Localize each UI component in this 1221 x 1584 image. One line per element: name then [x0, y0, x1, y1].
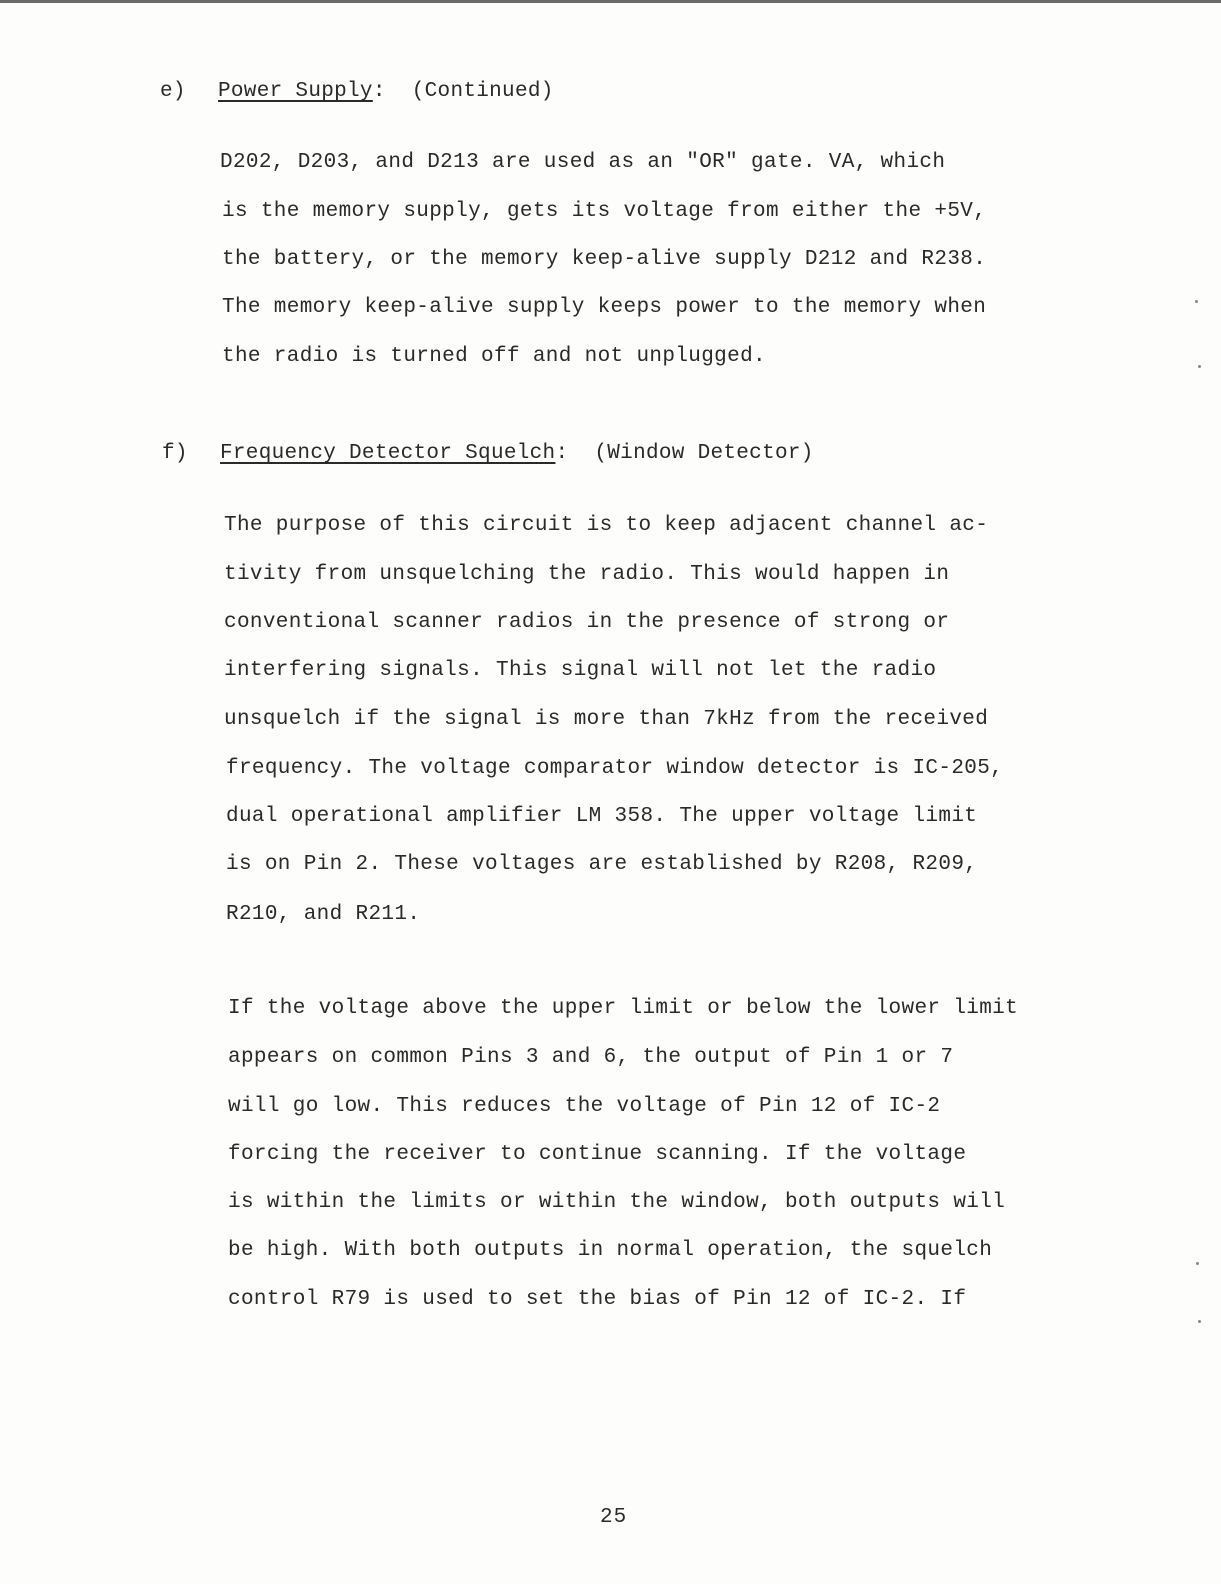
top-scan-edge	[0, 0, 1221, 3]
section-title: Power Supply	[218, 80, 373, 103]
paragraph-line: forcing the receiver to continue scanning. If the voltage	[228, 1143, 967, 1166]
section-letter: e)	[160, 80, 186, 103]
paragraph-line: D202, D203, and D213 are used as an "OR" gate. VA, which	[220, 151, 946, 174]
scan-speck	[1195, 300, 1198, 303]
paragraph-line: appears on common Pins 3 and 6, the output of Pin 1 or 7	[228, 1046, 954, 1069]
section-subtitle: (Continued)	[411, 80, 554, 103]
paragraph-line: the battery, or the memory keep-alive supply D212 and R238.	[222, 248, 987, 271]
section-heading-frequency-detector-squelch	[162, 442, 814, 465]
section-title: Frequency Detector Squelch	[220, 442, 556, 465]
paragraph-line: If the voltage above the upper limit or below the lower limit	[228, 997, 1019, 1020]
paragraph-line: tivity from unsquelching the radio. This would happen in	[224, 563, 950, 586]
paragraph-line: dual operational amplifier LM 358. The upper voltage limit	[226, 805, 978, 828]
paragraph-line: R210, and R211.	[226, 903, 421, 926]
paragraph-line: be high. With both outputs in normal operation, the squelch	[228, 1239, 993, 1262]
paragraph-line: interfering signals. This signal will not let the radio	[224, 659, 937, 682]
section-heading-power-supply	[160, 80, 554, 103]
paragraph-line: is within the limits or within the window, both outputs will	[228, 1191, 1006, 1214]
paragraph-line: is on Pin 2. These voltages are established by R208, R209,	[226, 853, 978, 876]
scan-speck	[1196, 1262, 1199, 1265]
section-colon: :	[555, 442, 569, 465]
paragraph-line: the radio is turned off and not unplugged.	[222, 345, 766, 368]
paragraph-line: frequency. The voltage comparator window detector is IC-205,	[226, 757, 1004, 780]
section-colon: :	[372, 80, 386, 103]
section-subtitle: (Window Detector)	[594, 442, 814, 465]
section-letter: f)	[162, 442, 188, 465]
paragraph-line: The memory keep-alive supply keeps power to the memory when	[222, 296, 987, 319]
scan-speck	[1198, 1320, 1201, 1323]
page-number: 25	[600, 1506, 628, 1529]
paragraph-line: control R79 is used to set the bias of Pin 12 of IC-2. If	[228, 1288, 967, 1311]
paragraph-line: unsquelch if the signal is more than 7kHz from the received	[224, 708, 989, 731]
paragraph-line: The purpose of this circuit is to keep adjacent channel ac-	[224, 514, 989, 537]
paragraph-line: will go low. This reduces the voltage of Pin 12 of IC-2	[228, 1095, 941, 1118]
scan-speck	[1198, 365, 1201, 368]
paragraph-line: conventional scanner radios in the presence of strong or	[224, 611, 950, 634]
paragraph-line: is the memory supply, gets its voltage from either the +5V,	[222, 200, 987, 223]
